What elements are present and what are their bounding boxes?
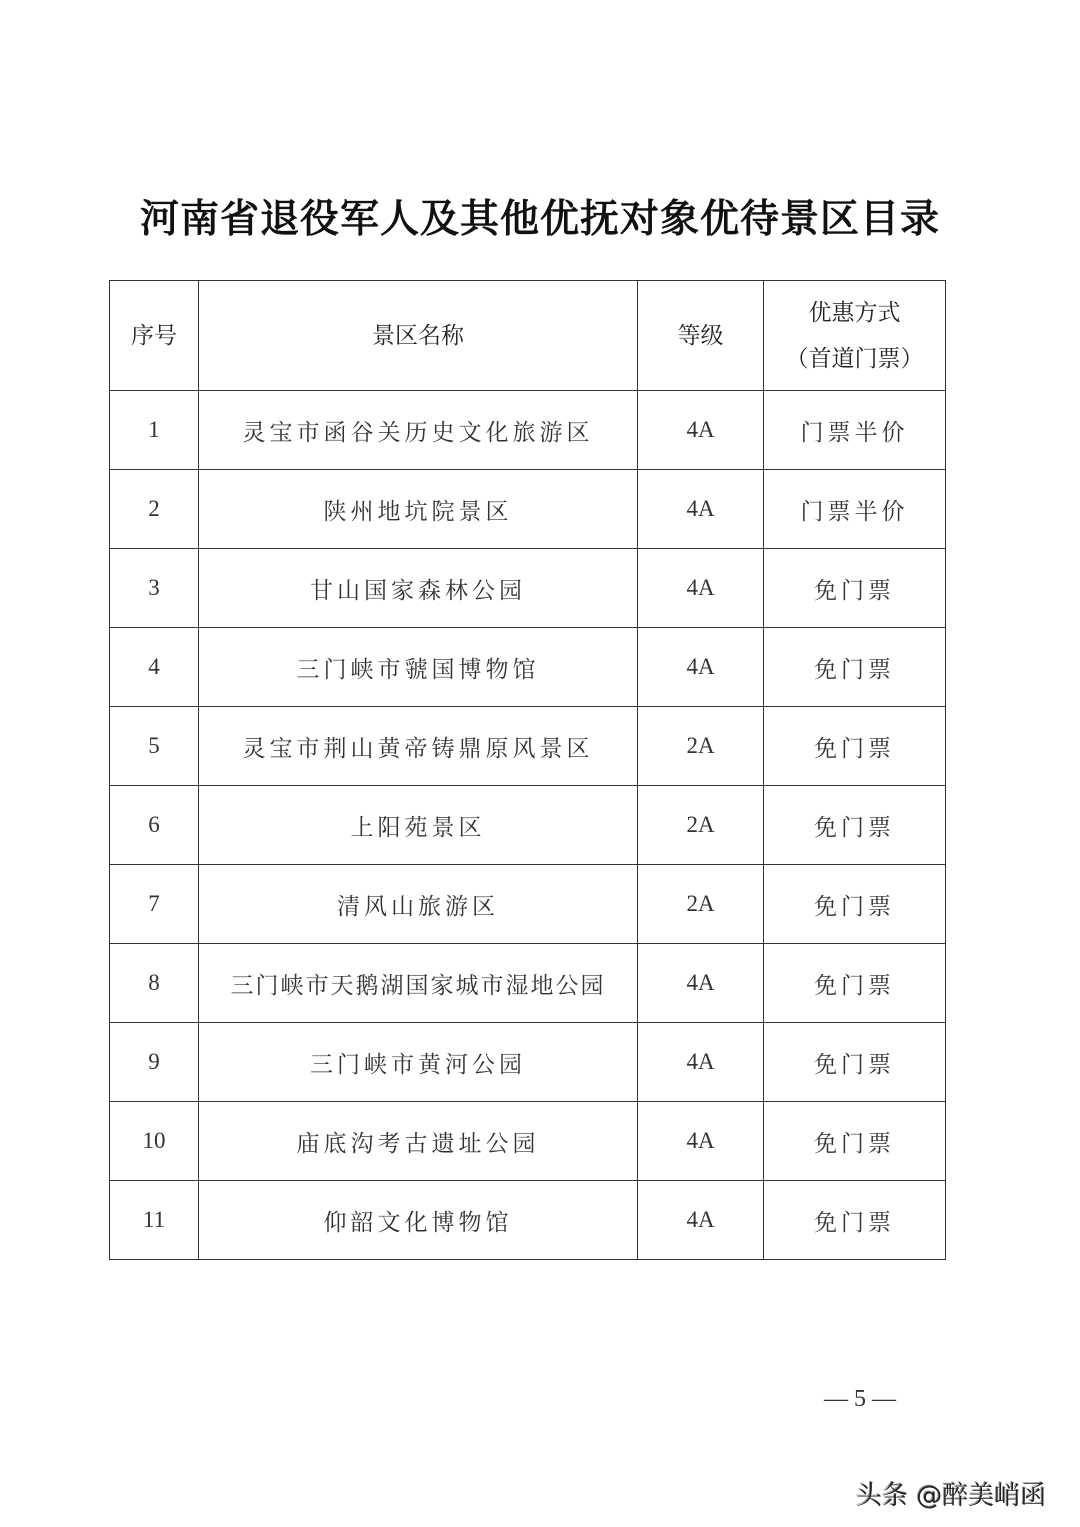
cell-discount: 免门票 (764, 707, 946, 786)
cell-discount: 免门票 (764, 549, 946, 628)
table-header-row (110, 281, 946, 391)
cell-grade: 2A (638, 865, 764, 944)
table-row (110, 786, 946, 865)
table-row (110, 707, 946, 786)
header-discount (764, 281, 946, 391)
cell-grade: 4A (638, 391, 764, 470)
header-name: 景区名称 (199, 281, 638, 391)
cell-discount: 门票半价 (764, 470, 946, 549)
table-row (110, 1181, 946, 1260)
cell-seq: 10 (110, 1102, 199, 1181)
cell-name: 清风山旅游区 (199, 865, 638, 944)
header-grade: 等级 (638, 281, 764, 391)
cell-seq: 3 (110, 549, 199, 628)
table-row (110, 944, 946, 1023)
cell-discount: 门票半价 (764, 391, 946, 470)
cell-name: 甘山国家森林公园 (199, 549, 638, 628)
cell-name: 三门峡市黄河公园 (199, 1023, 638, 1102)
table-row (110, 470, 946, 549)
cell-grade: 2A (638, 786, 764, 865)
cell-seq: 5 (110, 707, 199, 786)
table-row (110, 1023, 946, 1102)
cell-name: 三门峡市虢国博物馆 (199, 628, 638, 707)
cell-discount: 免门票 (764, 628, 946, 707)
cell-seq: 1 (110, 391, 199, 470)
cell-seq: 6 (110, 786, 199, 865)
header-discount-line1: 优惠方式 (808, 299, 901, 326)
table-row (110, 628, 946, 707)
header-discount-line2: （首道门票） (785, 345, 924, 372)
cell-discount: 免门票 (764, 1102, 946, 1181)
cell-grade: 2A (638, 707, 764, 786)
cell-seq: 8 (110, 944, 199, 1023)
table-row (110, 549, 946, 628)
cell-seq: 4 (110, 628, 199, 707)
table-row (110, 391, 946, 470)
cell-name: 庙底沟考古遗址公园 (199, 1102, 638, 1181)
cell-discount: 免门票 (764, 1181, 946, 1260)
cell-grade: 4A (638, 470, 764, 549)
cell-seq: 7 (110, 865, 199, 944)
cell-grade: 4A (638, 1102, 764, 1181)
cell-grade: 4A (638, 628, 764, 707)
page-number: — 5 — (824, 1386, 896, 1412)
cell-grade: 4A (638, 944, 764, 1023)
table-row (110, 865, 946, 944)
cell-seq: 2 (110, 470, 199, 549)
scenic-area-table (109, 280, 946, 1260)
header-seq: 序号 (110, 281, 199, 391)
cell-discount: 免门票 (764, 944, 946, 1023)
cell-grade: 4A (638, 1181, 764, 1260)
cell-discount: 免门票 (764, 786, 946, 865)
cell-discount: 免门票 (764, 865, 946, 944)
cell-name: 三门峡市天鹅湖国家城市湿地公园 (199, 944, 638, 1023)
cell-name: 灵宝市荆山黄帝铸鼎原风景区 (199, 707, 638, 786)
cell-grade: 4A (638, 1023, 764, 1102)
table-row (110, 1102, 946, 1181)
cell-name: 陕州地坑院景区 (199, 470, 638, 549)
cell-name: 上阳苑景区 (199, 786, 638, 865)
watermark: 头条 @醉美峭函 (856, 1481, 1047, 1511)
cell-seq: 9 (110, 1023, 199, 1102)
cell-grade: 4A (638, 549, 764, 628)
cell-name: 灵宝市函谷关历史文化旅游区 (199, 391, 638, 470)
document-title: 河南省退役军人及其他优抚对象优待景区目录 (139, 196, 940, 242)
cell-discount: 免门票 (764, 1023, 946, 1102)
cell-seq: 11 (110, 1181, 199, 1260)
cell-name: 仰韶文化博物馆 (199, 1181, 638, 1260)
